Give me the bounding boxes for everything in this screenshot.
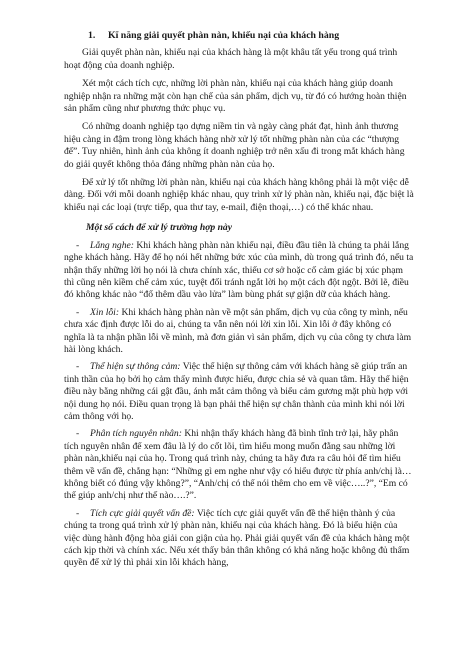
- bullet-term: Phân tích nguyên nhân:: [90, 428, 182, 440]
- bullet-item: [64, 361, 414, 423]
- paragraph: Xét một cách tích cực, những lời phàn nàn, khiếu nại của khách hàng giúp doanh nghiệp nhận ra những mặt còn hạn chế của sản phẩm, dịch vụ, từ đó có hướng hoàn thiện sản phẩm cũng như phương thức phục vụ.: [64, 78, 407, 115]
- bullet-term: Tích cực giải quyết vấn đề:: [90, 507, 195, 519]
- bullet-text: Việc thể hiện sự thông cảm với khách hàng sẽ giúp trấn an tinh thần của họ bởi họ cảm thấy mình được hiểu, được chia sẻ và quan tâm. Hãy thể hiện điều này bằng những cái gật đầu, ánh mắt cảm thông và biểu cảm gương mặt phù hợp với nội dung họ nói. Điều quan trọng là bạn phải thể hiện sự chân thành của mình khi nói lời cảm thông với họ.: [64, 361, 409, 422]
- paragraph: Có những doanh nghiệp tạo dựng niềm tin và ngày càng phát đạt, hình ảnh thương hiệu càng in đậm trong lòng khách hàng nhờ xử lý tốt những phàn nàn của các “thượng đế”. Tuy nhiên, hình ảnh của không ít doanh nghiệp trở nên xấu đi trong mắt khách hàng do giải quyết không thỏa đáng những phàn nàn của họ.: [64, 121, 405, 170]
- section-title: Kĩ năng giải quyết phàn nàn, khiếu nại của khách hàng: [108, 30, 340, 41]
- bullet-text: Việc tích cực giải quyết vấn đề thể hiện thành ý của chúng ta trong quá trình xử lý phàn nàn, khiếu nại của khách hàng. Đó là biểu hiện của việc dùng hành động hòa giải con giận của họ. Phải giải quyết vấn đề của khách hàng một cách kịp thời và chính xác. Nếu xét thấy bản thân không có khả năng hoặc không đủ thẩm quyền để xử lý thì phải xin lỗi khách hàng,: [64, 507, 410, 569]
- paragraph: Giải quyết phàn nàn, khiếu nại của khách hàng là một khâu tất yếu trong quá trình hoạt động của doanh nghiệp.: [64, 47, 398, 71]
- bullet-dash: -: [76, 428, 80, 440]
- section-number: 1.: [88, 30, 96, 41]
- bullet-item: [64, 240, 414, 302]
- bullet-term: Lắng nghe:: [90, 239, 134, 251]
- section-heading: [88, 30, 414, 42]
- bullet-dash: -: [76, 361, 80, 373]
- bullet-item: [64, 428, 414, 502]
- bullet-dash: -: [76, 507, 80, 519]
- subheading: Một số cách để xử lý trường hợp này: [86, 222, 232, 234]
- bullet-dash: -: [76, 239, 80, 251]
- bullet-term: Thể hiện sự thông cảm:: [90, 361, 181, 373]
- bullet-item: [64, 307, 414, 357]
- paragraph: Để xử lý tốt những lời phàn nàn, khiếu nại của khách hàng không phải là một việc dễ dàng. Đối với mỗi doanh nghiệp khác nhau, quy trình xử lý phàn nàn, khiếu nại, đặc biệt là khiếu nại các loại (trực tiếp, qua thư tay, e-mail, điện thoại,…) có thể khác nhau.: [64, 177, 414, 213]
- bullet-text: Khi khách hàng phàn nàn về một sản phẩm, dịch vụ của công ty mình, nếu chưa xác định được lỗi do ai, chúng ta vẫn nên nói lời xin lỗi. Xin lỗi ở đây không có nghĩa là ta nhận phần lỗi về mình, mà đơn giản vì sản phẩm, dịch vụ của công ty chưa làm hài lòng khách.: [64, 306, 412, 355]
- bullet-item: [64, 508, 414, 570]
- bullet-text: Khi khách hàng phàn nàn khiếu nại, điều đầu tiên là chúng ta phải lắng nghe khách hàng. Hãy để họ nói hết những bức xúc của mình, dù trong quá trình đó, nếu ta nhận thấy những lời họ nói là chưa chính xác, thiếu cơ sở hoặc cố cảm giác bị xúc phạm thì cũng nên kiềm chế cảm xúc, tuyệt đối tránh ngắt lời họ một cách đột ngột. Bởi lẽ, điều đó không khác nào “đổ thêm dầu vào lửa” làm bùng phát sự giận dữ của khách hàng.: [64, 239, 414, 301]
- bullet-term: Xin lỗi:: [90, 306, 120, 318]
- bullet-dash: -: [76, 306, 80, 318]
- bullet-text: Khi nhận thấy khách hàng đã bình tĩnh trở lại, hãy phân tích nguyên nhân để xem đâu là lý do cốt lõi, tìm hiểu mong muốn đằng sau những lời phàn nàn,khiếu nại của họ. Trong quá trình này, chúng ta hãy đưa ra câu hỏi để tìm hiểu thêm về vấn đề, chẳng hạn: “Những gì em nghe như vậy có hiểu được từ phía anh/chị là… không biết có đúng vậy không?”, “Anh/chị có thể nói thêm cho em về việc…..?”, “Em có thể giúp anh/chị như thế nào….?”.: [64, 428, 412, 502]
